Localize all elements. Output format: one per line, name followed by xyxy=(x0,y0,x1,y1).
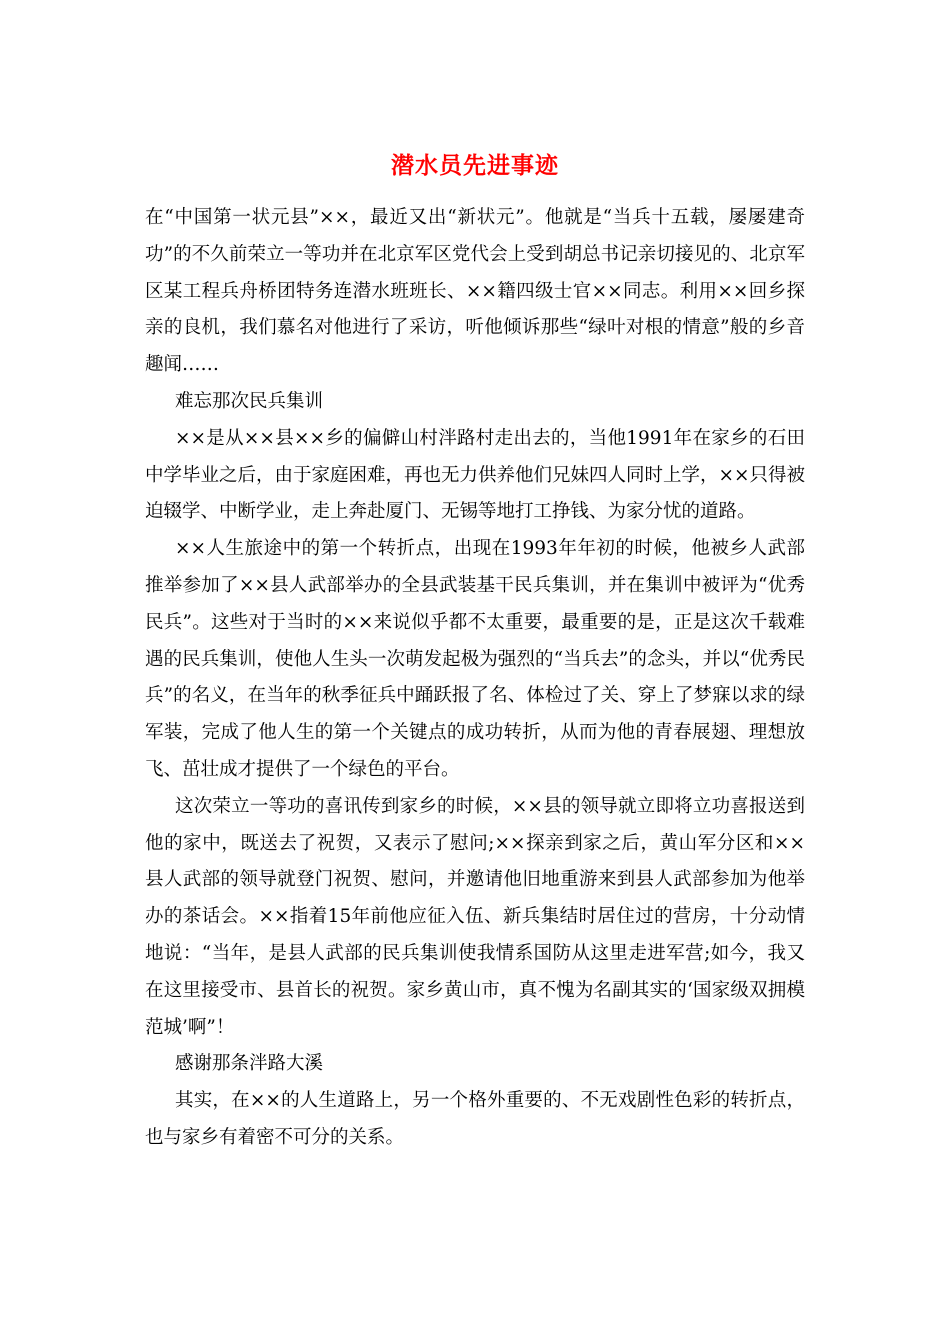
section2-paragraph-1: 其实，在××的人生道路上，另一个格外重要的、不无戏剧性色彩的转折点，也与家乡有着密不可分的关系。 xyxy=(145,1090,805,1148)
section1-paragraph-2: ××人生旅途中的第一个转折点，出现在1993年年初的时候，他被乡人武部推举参加了××县人武部举办的全县武装基干民兵集训，并在集训中被评为“优秀民兵”。这些对于当时的××来说似乎都不太重要，最重要的是，正是这次千载难遇的民兵集训，使他人生头一次萌发起极为强烈的“当兵去”的念头，并以“优秀民兵”的名义，在当年的秋季征兵中踊跃报了名、体检过了关、穿上了梦寐以求的绿军装，完成了他人生的第一个关键点的成功转折，从而为他的青春展翅、理想放飞、茁壮成才提供了一个绿色的平台。 xyxy=(145,538,805,780)
intro-paragraph: 在“中国第一状元县”××，最近又出“新状元”。他就是“当兵十五载，屡屡建奇功”的不久前荣立一等功并在北京军区党代会上受到胡总书记亲切接见的、北京军区某工程兵舟桥团特务连潜水班班长、××籍四级士官××同志。利用××回乡探亲的良机，我们慕名对他进行了采访，听他倾诉那些“绿叶对根的情意”般的乡音趣闻…… xyxy=(145,207,805,376)
section1-paragraph-1: ××是从××县××乡的偏僻山村泮路村走出去的，当他1991年在家乡的石田中学毕业之后，由于家庭困难，再也无力供养他们兄妹四人同时上学，××只得被迫辍学、中断学业，走上奔赴厦门、无锡等地打工挣钱、为家分忧的道路。 xyxy=(145,427,806,523)
section-heading-stream: 感谢那条泮路大溪 xyxy=(175,1053,324,1075)
document-title: 潜水员先进事迹 xyxy=(391,152,559,179)
section-heading-militia-training: 难忘那次民兵集训 xyxy=(175,390,324,412)
section1-paragraph-3: 这次荣立一等功的喜讯传到家乡的时候，××县的领导就立即将立功喜报送到他的家中，既送去了祝贺，又表示了慰问;××探亲到家之后，黄山军分区和××县人武部的领导就登门祝贺、慰问，并邀请他旧地重游来到县人武部参加为他举办的茶话会。××指着15年前他应征入伍、新兵集结时居住过的营房，十分动情地说：“当年，是县人武部的民兵集训使我情系国防从这里走进军营;如今，我又在这里接受市、县首长的祝贺。家乡黄山市，真不愧为名副其实的‘国家级双拥模范城’啊”！ xyxy=(145,795,805,1038)
document-page xyxy=(145,150,805,1157)
